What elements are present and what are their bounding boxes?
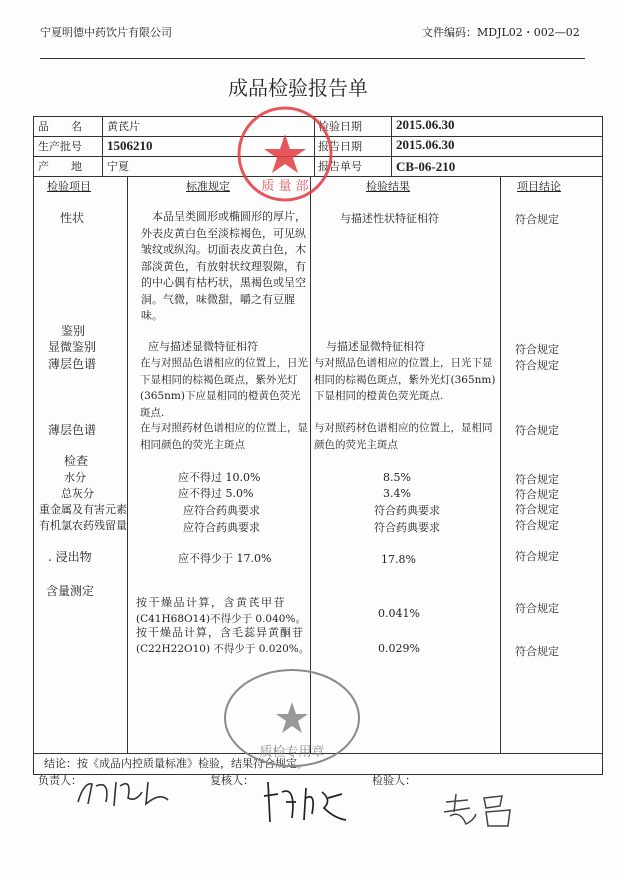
item-pesticide: 有机氯农药残留量 <box>39 519 127 532</box>
svg-text:质 量 部: 质 量 部 <box>261 179 309 194</box>
result-appearance: 与描述性状特征相符 <box>340 212 439 225</box>
column-header-conclusion: 项目结论 <box>517 180 561 193</box>
reviewer-label: 复核人： <box>210 774 254 787</box>
check-heading: 检查 <box>64 454 89 468</box>
standard-ash: 应不得过 5.0% <box>178 487 254 500</box>
inspector-label: 检验人： <box>372 774 416 787</box>
conclusion-pesticide: 符合规定 <box>515 519 559 532</box>
standard-assay-1-line2: (C41H68O14)不得少于 0.040%。 <box>136 613 306 625</box>
conclusion-moisture: 符合规定 <box>515 473 559 486</box>
result-moisture: 8.5% <box>383 471 411 484</box>
report-no-label: 报告单号 <box>318 160 362 173</box>
item-heavy-metals: 重金属及有害元素 <box>39 503 127 516</box>
standard-assay-1-line1: 按干燥品计算，含黄芪甲苷 <box>136 596 286 609</box>
standard-assay-2-line2: (C22H22O10) 不得少于 0.020%。 <box>136 643 310 655</box>
standard-heavy-metals: 应符合药典要求 <box>183 504 260 517</box>
conclusion-assay-1: 符合规定 <box>515 602 559 615</box>
identification-heading: 鉴别 <box>61 324 86 338</box>
origin: 宁夏 <box>107 160 129 173</box>
result-assay-1: 0.041% <box>378 607 420 620</box>
column-header-result: 检验结果 <box>366 180 410 193</box>
result-tlc-2: 与对照药材色谱相应的位置上，显相同颜色的荧光主斑点 <box>314 422 493 451</box>
item-appearance: 性状 <box>60 211 85 225</box>
result-extract: 17.8% <box>381 553 416 566</box>
page-title: 成品检验报告单 <box>228 76 368 100</box>
standard-assay-2-line1: 按干燥品计算，含毛蕊异黄酮苷 <box>136 626 304 639</box>
inspect-date-label: 检验日期 <box>318 120 362 133</box>
standard-appearance: 本品呈类圆形或椭圆形的厚片，外表皮黄白色至淡棕褐色，可见纵皱纹或纵沟。切面表皮黄白色，木部淡黄色，有放射状纹理裂隙，有的中心偶有枯朽状，黑褐色或呈空洞。气微，味微甜，嚼之有豆腥味。 <box>141 210 306 322</box>
assay-heading: 含量测定 <box>46 584 95 598</box>
standard-pesticide: 应符合药典要求 <box>183 521 260 534</box>
item-ash: 总灰分 <box>61 487 94 500</box>
quality-department-stamp <box>235 104 335 204</box>
header-rule <box>40 58 585 59</box>
inspect-date: 2015.06.30 <box>396 117 455 132</box>
inspector-signature <box>440 790 520 830</box>
conclusion-extract: 符合规定 <box>515 550 559 563</box>
conclusion-ash: 符合规定 <box>515 488 559 501</box>
batch-label: 生产批号 <box>38 140 82 153</box>
product-name: 黄芪片 <box>107 120 140 133</box>
standard-extract: 应不得少于 17.0% <box>178 552 272 565</box>
report-date-label: 报告日期 <box>318 140 362 153</box>
document-code: 文件编码：MDJL02・002—02 <box>422 26 580 39</box>
reviewer-signature <box>262 778 352 826</box>
standard-microscopic: 应与描述显微特征相符 <box>148 340 258 353</box>
result-tlc-1: 与对照品色谱相应的位置上，日光下显相同的棕褐色斑点，紫外光灯(365nm)下显相同的橙黄色荧光斑点. <box>314 357 496 402</box>
item-tlc-1: 薄层色谱 <box>48 357 97 371</box>
batch-number: 1506210 <box>107 138 153 153</box>
svg-text:质检专用章: 质检专用章 <box>259 745 325 760</box>
conclusion-assay-2: 符合规定 <box>515 645 559 658</box>
conclusion-tlc-2: 符合规定 <box>515 424 559 437</box>
conclusion-text: 结论：按《成品内控质量标准》检验，结果符合规定。 <box>44 757 308 770</box>
column-header-standard: 标准规定 <box>186 180 230 193</box>
standard-moisture: 应不得过 10.0% <box>178 471 261 484</box>
column-header-item: 检验项目 <box>47 180 91 193</box>
item-tlc-2: 薄层色谱 <box>48 423 97 437</box>
result-assay-2: 0.029% <box>378 642 420 655</box>
item-moisture: 水分 <box>64 471 86 484</box>
conclusion-heavy-metals: 符合规定 <box>515 503 559 516</box>
conclusion-appearance: 符合规定 <box>515 213 559 226</box>
result-microscopic: 与描述显微特征相符 <box>326 340 425 353</box>
conclusion-tlc-1: 符合规定 <box>515 359 559 372</box>
company-name: 宁夏明德中药饮片有限公司 <box>40 26 172 39</box>
origin-label: 产 地 <box>38 160 82 173</box>
standard-tlc-1: 在与对照品色谱相应的位置上，日光下显相同的棕褐色斑点，紫外光灯(365nm)下应显相同的橙黄色荧光斑点. <box>140 357 308 419</box>
quality-inspection-seal <box>222 666 362 770</box>
conclusion-microscopic: 符合规定 <box>515 343 559 356</box>
report-number: CB-06-210 <box>396 159 456 174</box>
responsible-signature <box>70 772 180 812</box>
name-label: 品 名 <box>38 120 82 133</box>
result-ash: 3.4% <box>383 487 411 500</box>
result-heavy-metals: 符合药典要求 <box>374 504 440 517</box>
item-extract: . 浸出物 <box>48 550 92 564</box>
report-date: 2015.06.30 <box>396 137 455 152</box>
standard-tlc-2: 在与对照药材色谱相应的位置上，显相同颜色的荧光主斑点 <box>140 422 308 451</box>
responsible-label: 负责人： <box>38 774 82 787</box>
item-microscopic: 显微鉴别 <box>48 340 97 354</box>
result-pesticide: 符合药典要求 <box>374 521 440 534</box>
